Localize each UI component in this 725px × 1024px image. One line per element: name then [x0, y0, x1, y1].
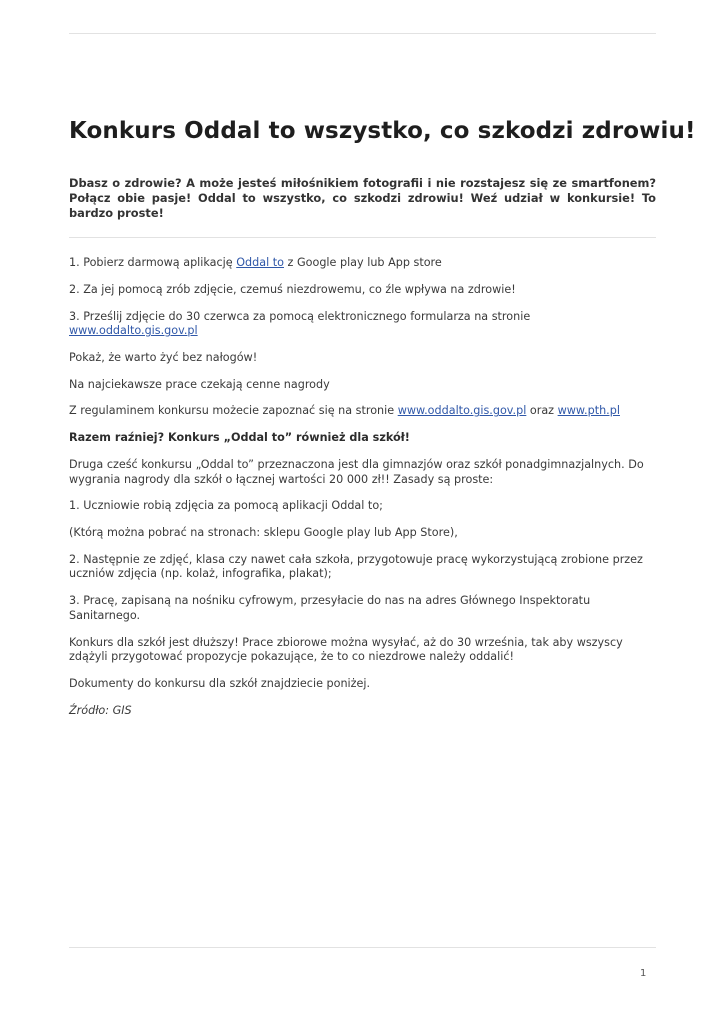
oddal-to-app-link[interactable]: Oddal to: [236, 256, 284, 269]
footer-divider: [69, 947, 656, 948]
page-number: 1: [640, 968, 647, 979]
source-note: Źródło: GIS: [69, 703, 132, 717]
step-3-paragraph: [69, 310, 656, 339]
regulations-paragraph: [69, 404, 656, 419]
article-body: [69, 256, 656, 730]
regulations-text: Z regulaminem konkursu możecie zapoznać się na stronie: [69, 404, 398, 418]
step-1-paragraph: [69, 256, 656, 271]
schools-deadline-paragraph: Konkurs dla szkół jest dłuższy! Prace zbiorowe można wysyłać, aż do 30 września, tak aby wszyscy zdążyli przygotować propozycje pokazujące, że to co niezdrowe należy oddalić!: [69, 635, 623, 664]
prizes-paragraph: Na najciekawsze prace czekają cenne nagrody: [69, 377, 330, 391]
step-1-text-end: z Google play lub App store: [283, 256, 442, 269]
article-title: Konkurs Oddal to wszystko, co szkodzi zdrowiu!: [69, 118, 696, 144]
lead-divider: [69, 237, 656, 238]
article-lead: Dbasz o zdrowie? A może jesteś miłośnikiem fotografii i nie rozstajesz się ze smartfonem? Połącz obie pasje! Oddal to wszystko, co szkodzi zdrowiu! Weź udział w konkursie! To bardzo proste!: [69, 176, 656, 220]
schools-step-1: 1. Uczniowie robią zdjęcia za pomocą aplikacji Oddal to;: [69, 499, 383, 513]
schools-heading: Razem raźniej? Konkurs „Oddal to” również dla szkół!: [69, 431, 410, 445]
motto-paragraph: Pokaż, że warto żyć bez nałogów!: [69, 350, 258, 364]
documents-paragraph: Dokumenty do konkursu dla szkół znajdziecie poniżej.: [69, 676, 371, 690]
oddalto-regulations-link[interactable]: www.oddalto.gis.gov.pl: [397, 404, 527, 418]
regulations-conjunction: oraz: [526, 404, 558, 418]
schools-step-3: 3. Pracę, zapisaną na nośniku cyfrowym, przesyłacie do nas na adres Głównego Inspektoratu Sanitarnego.: [69, 594, 591, 622]
step-1-text: 1. Pobierz darmową aplikację: [69, 256, 237, 269]
pth-link[interactable]: www.pth.pl: [557, 404, 620, 418]
oddalto-website-link[interactable]: www.oddalto.gis.gov.pl: [69, 324, 198, 338]
step-3-text: 3. Prześlij zdjęcie do 30 czerwca za pomocą elektronicznego formularza na stronie: [69, 309, 531, 323]
step-2-paragraph: 2. Za jej pomocą zrób zdjęcie, czemuś niezdrowemu, co źle wpływa na zdrowie!: [69, 282, 516, 296]
schools-step-2: 2. Następnie ze zdjęć, klasa czy nawet cała szkoła, przygotowuje pracę wykorzystującą zrobione przez uczniów zdjęcia (np. kolaż, infografika, plakat);: [69, 552, 643, 581]
schools-step-1-note: (Którą można pobrać na stronach: sklepu Google play lub App Store),: [69, 526, 458, 540]
top-divider: [69, 33, 656, 34]
schools-intro-paragraph: Druga cześć konkursu „Oddal to” przeznaczona jest dla gimnazjów oraz szkół ponadgimnazjalnych. Do wygrania nagrody dla szkół o łącznej wartości 20 000 zł!! Zasady są proste:: [69, 458, 644, 486]
